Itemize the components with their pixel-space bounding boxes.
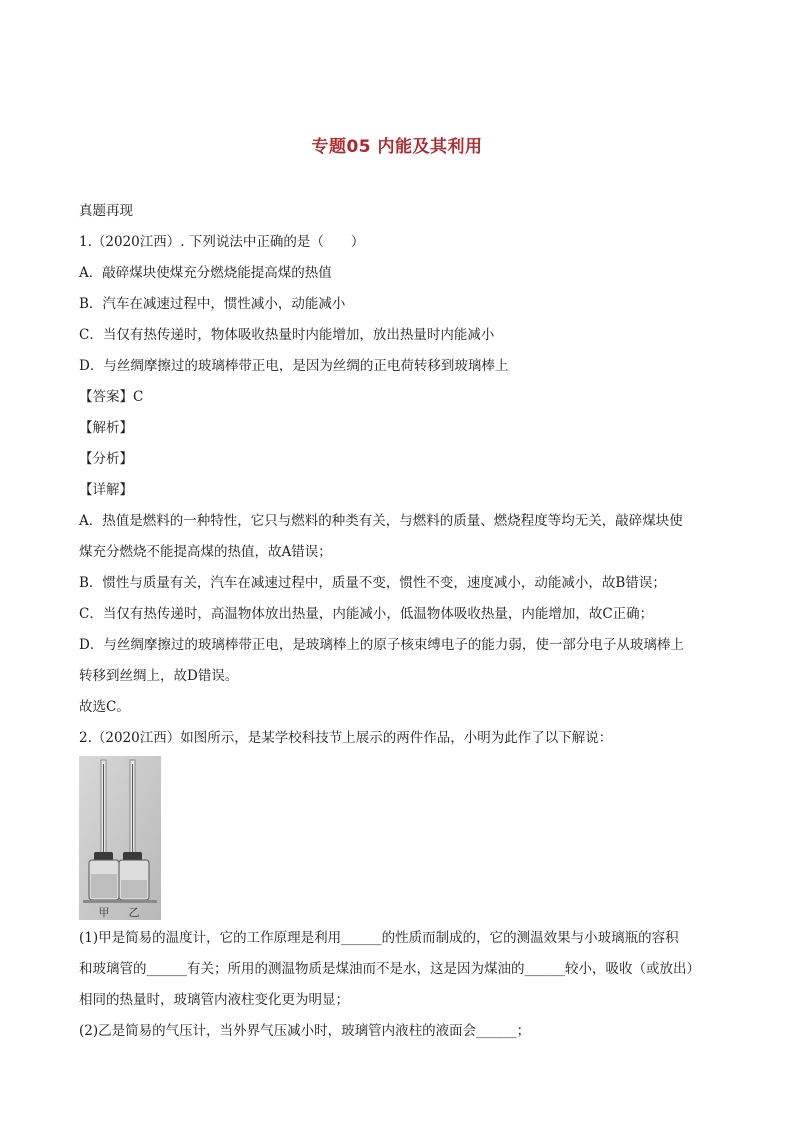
explanation-line: D．与丝绸摩擦过的玻璃棒带正电，是玻璃棒上的原子核束缚电子的能力弱，使一部分电子从玻璃棒上 — [79, 637, 684, 653]
question-1-option-a: A．敲碎煤块使煤充分燃烧能提高煤的热值 — [79, 265, 332, 281]
question-1-option-c: C．当仅有热传递时，物体吸收热量时内能增加，放出热量时内能减小 — [79, 327, 495, 343]
question-2-part-2-line: (2)乙是简易的气压计，当外界气压减小时，玻璃管内液柱的液面会______； — [79, 1023, 531, 1039]
question-2-part-1-line: 相同的热量时，玻璃管内液柱变化更为明显； — [79, 992, 349, 1008]
question-1-option-b: B．汽车在减速过程中，惯性减小，动能减小 — [79, 296, 346, 312]
apparatus-illustration — [79, 756, 161, 920]
explanation-line: B．惯性与质量有关，汽车在减速过程中，质量不变，惯性不变，速度减小，动能减小，故B错误； — [79, 575, 666, 591]
question-1-answer: 【答案】C — [79, 389, 144, 405]
question-1-option-d: D．与丝绸摩擦过的玻璃棒带正电，是因为丝绸的正电荷转移到玻璃棒上 — [79, 358, 509, 374]
section-heading: 真题再现 — [79, 203, 133, 219]
document-title: 专题05 内能及其利用 — [311, 137, 483, 157]
question-1-detail-label: 【详解】 — [79, 482, 133, 498]
figure-label-jia: 甲 — [98, 906, 110, 919]
question-2-stem: 2.（2020江西）如图所示，是某学校科技节上展示的两件作品，小明为此作了以下解说： — [79, 730, 613, 746]
thermometer-barometer-photo — [79, 756, 161, 920]
explanation-line: A．热值是燃料的一种特性，它只与燃料的种类有关，与燃料的质量、燃烧程度等均无关，敲碎煤块使 — [79, 513, 683, 529]
question-1-stem: 1.（2020江西）. 下列说法中正确的是（ ） — [79, 234, 365, 250]
explanation-line: 转移到丝绸上，故D错误。 — [79, 668, 239, 684]
question-1-conclusion: 故选C。 — [79, 699, 130, 715]
question-2-part-1-line: (1)甲是简易的温度计，它的工作原理是利用______的性质而制成的，它的测温效果与小玻璃瓶的容积 — [79, 930, 679, 946]
question-1-analysis-label: 【解析】 — [79, 420, 133, 436]
figure-label-yi: 乙 — [128, 906, 140, 919]
explanation-line: 煤充分燃烧不能提高煤的热值，故A错误； — [79, 544, 332, 560]
question-1-fenxi-label: 【分析】 — [79, 451, 133, 467]
explanation-line: C．当仅有热传递时，高温物体放出热量，内能减小，低温物体吸收热量，内能增加，故C正确； — [79, 606, 654, 622]
question-2-part-1-line: 和玻璃管的______有关；所用的测温物质是煤油而不是水，这是因为煤油的______较小，吸收（或放出） — [79, 961, 700, 977]
